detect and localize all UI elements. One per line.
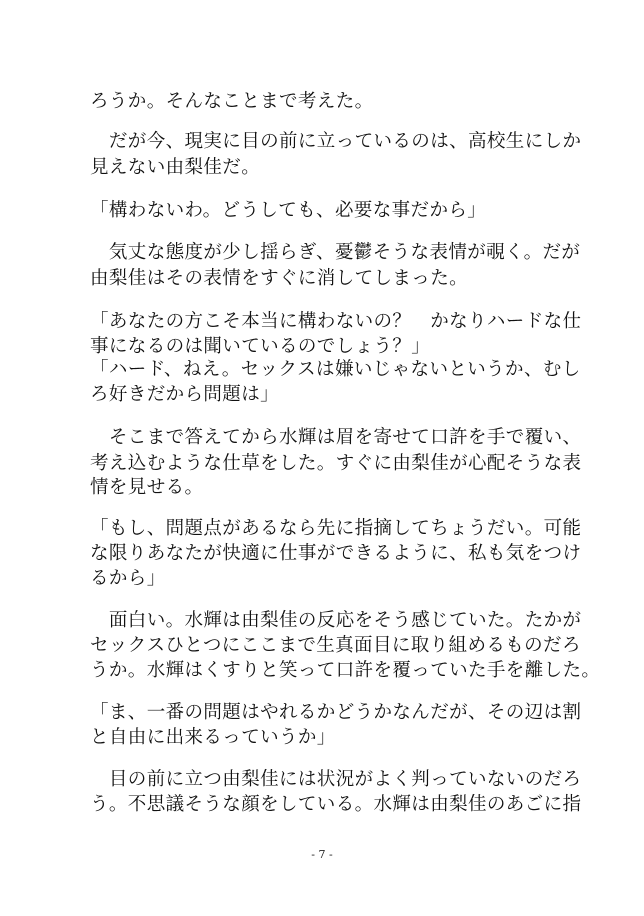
text-line: 情を見せる。: [90, 477, 204, 498]
text-line: だが今、現実に目の前に立っているのは、高校生にしか: [90, 131, 582, 152]
text-line: な限りあなたが快適に仕事ができるように、私も気をつけ: [90, 543, 582, 564]
page-number: - 7 -: [311, 848, 333, 861]
text-line: るから」: [90, 568, 166, 589]
text-line: うか。水輝はくすりと笑って口許を覆っていた手を離した。: [90, 660, 601, 681]
text-line: 「もし、問題点があるなら先に指摘してちょうだい。可能: [90, 518, 582, 539]
text-line: ろうか。そんなことまで考えた。: [90, 91, 374, 112]
text-line: と自由に出来るっていうか」: [90, 727, 336, 748]
text-line: 面白い。水輝は由梨佳の反応をそう感じていた。たかが: [90, 610, 582, 631]
text-line: セックスひとつにここまで生真面目に取り組めるものだろ: [90, 635, 581, 656]
text-line: 見えない由梨佳だ。: [90, 157, 261, 178]
text-line: 事になるのは聞いているのでしょう？」: [90, 336, 431, 357]
text-line: 考え込むような仕草をした。すぐに由梨佳が心配そうな表: [90, 453, 582, 474]
text-line: 気丈な態度が少し揺らぎ、憂鬱そうな表情が覗く。だが: [90, 242, 581, 263]
text-line: 由梨佳はその表情をすぐに消してしまった。: [90, 268, 469, 289]
text-line: 「あなたの方こそ本当に構わないの？ かなりハードな仕: [90, 311, 582, 332]
text-line: う。不思議そうな顔をしている。水輝は由梨佳のあごに指: [90, 794, 582, 815]
text-line: ろ好きだから問題は」: [90, 384, 280, 405]
text-line: そこまで答えてから水輝は眉を寄せて口許を手で覆い、: [90, 427, 582, 448]
text-line: 「ハード、ねえ。セックスは嫌いじゃないというか、むし: [90, 359, 581, 380]
text-line: 「ま、一番の問題はやれるかどうかなんだが、その辺は割: [90, 702, 582, 723]
text-line: 目の前に立つ由梨佳には状況がよく判っていないのだろ: [90, 769, 582, 790]
text-line: 「構わないわ。どうしても、必要な事だから」: [90, 200, 487, 221]
